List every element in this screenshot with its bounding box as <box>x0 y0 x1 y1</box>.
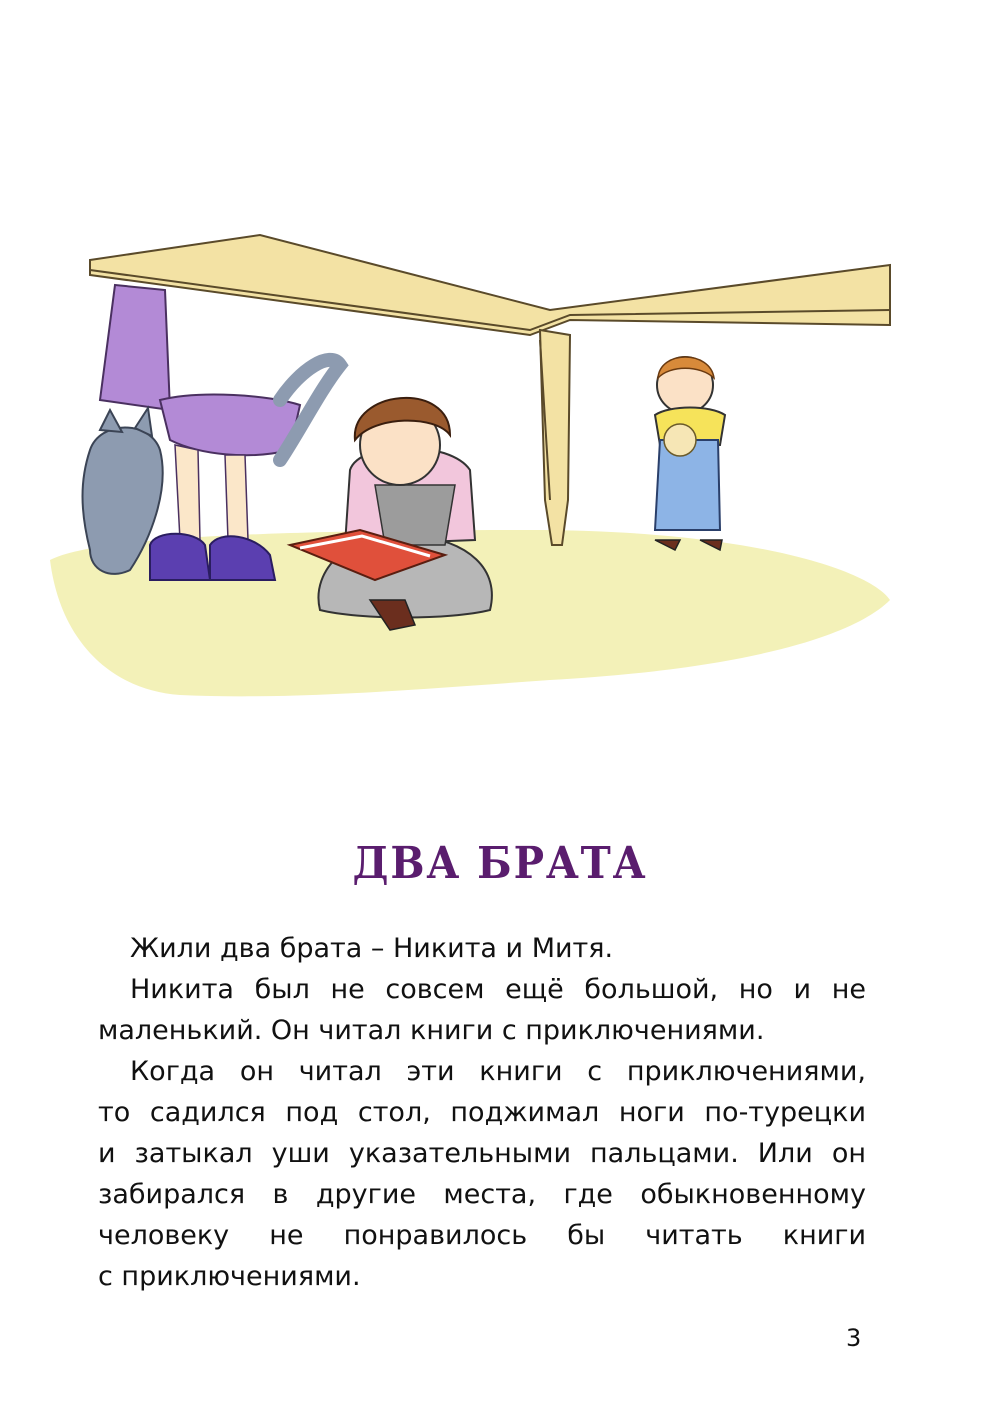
boy-mitya <box>655 357 725 550</box>
shoe-left <box>150 534 210 580</box>
paragraph-1 <box>98 928 866 969</box>
page-title: ДВА БРАТА <box>352 838 648 889</box>
text-line: то садился под стол, поджимал ноги по-турецки <box>98 1097 866 1128</box>
text-line: и затыкал уши указательными пальцами. Или он <box>98 1138 866 1169</box>
text-line: человеку не понравилось бы читать книги <box>98 1220 866 1251</box>
paragraph-3 <box>98 1051 866 1297</box>
paragraph-2 <box>98 969 866 1051</box>
text-line: Никита был не совсем ещё большой, но и не <box>130 974 866 1005</box>
text-line: с приключениями. <box>98 1261 361 1292</box>
boy-nikita <box>290 398 492 630</box>
text-line: Жили два брата – Никита и Митя. <box>130 933 614 964</box>
illustration <box>30 200 930 720</box>
text-line: Когда он читал эти книги с приключениями, <box>130 1056 866 1087</box>
story-text <box>98 928 866 1297</box>
table <box>90 235 890 545</box>
text-line: маленький. Он читал книги с приключениями. <box>98 1015 765 1046</box>
text-line: забирался в другие места, где обыкновенному <box>98 1179 866 1210</box>
page-number: 3 <box>846 1324 862 1352</box>
